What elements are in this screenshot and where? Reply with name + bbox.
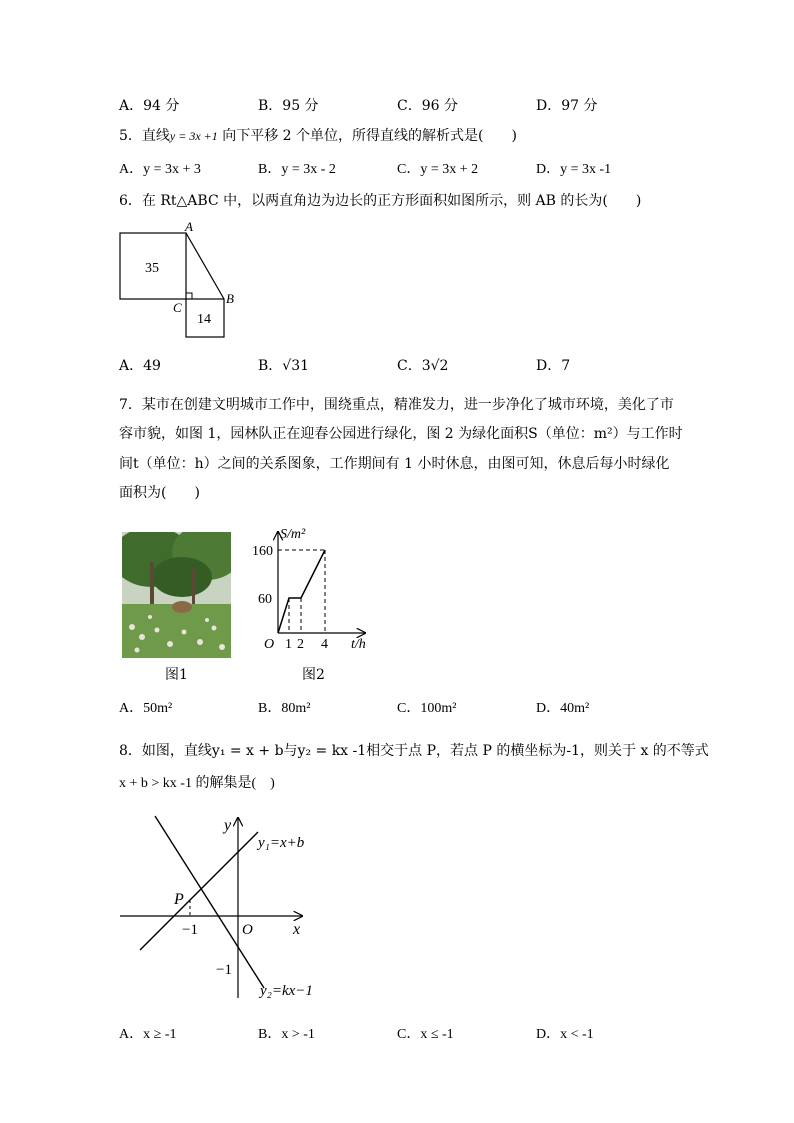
label-c: C xyxy=(173,300,182,315)
q5-option-c[interactable]: C．y = 3x + 2 xyxy=(397,162,479,177)
label-a: A xyxy=(185,220,193,234)
q8-option-b[interactable]: B．x > -1 xyxy=(258,1027,315,1042)
q6-figure xyxy=(115,220,245,342)
q4-option-b[interactable]: B．95 分 xyxy=(258,98,319,114)
origin-label: O xyxy=(242,922,253,938)
y2-line-label: y₂=kx−1 xyxy=(260,983,313,999)
label-b: B xyxy=(226,291,234,306)
q8-figure-graph xyxy=(118,812,338,1002)
y-tick-60: 60 xyxy=(258,592,272,607)
q7-stem-line1: 7．某市在创建文明城市工作中，围绕重点，精准发力，进一步净化了城市环境，美化了市 xyxy=(119,397,674,413)
y1-line-label: y₁=x+b xyxy=(258,835,305,851)
q4-option-a[interactable]: A．94 分 xyxy=(119,98,180,114)
x-tick-1: 1 xyxy=(285,637,292,652)
q8-stem-line1: 8．如图，直线y₁ = x + b与y₂ = kx -1相交于点 P，若点 P 的横坐标为-1，则关于 x 的不等式 xyxy=(119,743,709,759)
q7-figure2-graph xyxy=(250,522,380,654)
q4-option-d[interactable]: D．97 分 xyxy=(536,98,598,114)
q5-option-a[interactable]: A．y = 3x + 3 xyxy=(119,162,201,177)
q7-option-a[interactable]: A．50m² xyxy=(119,701,173,716)
q6-option-c[interactable]: C．3√2 xyxy=(397,358,449,374)
origin-o: O xyxy=(264,637,275,652)
y-tick-160: 160 xyxy=(252,544,273,559)
q6-option-d[interactable]: D．7 xyxy=(536,358,571,374)
x-tick-2: 2 xyxy=(297,637,304,652)
q5-stem xyxy=(119,125,517,145)
y-tick-minus1: −1 xyxy=(216,962,232,978)
graph-y-label: S/m² xyxy=(280,527,306,542)
q7-stem-line4: 面积为( ) xyxy=(119,485,200,501)
q6-option-a[interactable]: A．49 xyxy=(119,358,161,374)
q5-option-d[interactable]: D．y = 3x -1 xyxy=(536,162,612,177)
q5-stem-equation: y = 3x +1 xyxy=(169,129,218,143)
q7-figure1-photo xyxy=(122,532,231,658)
q6-option-b[interactable]: B．√31 xyxy=(258,358,310,374)
q7-stem-line2: 容市貌，如图 1，园林队正在迎春公园进行绿化，图 2 为绿化面积S（单位：m²）与工作时 xyxy=(119,426,683,442)
q5-option-b[interactable]: B．y = 3x - 2 xyxy=(258,162,336,177)
q7-option-c[interactable]: C．100m² xyxy=(397,701,457,716)
q5-stem-prefix: 5．直线 xyxy=(119,128,170,144)
q7-option-d[interactable]: D．40m² xyxy=(536,701,590,716)
q4-option-c[interactable]: C．96 分 xyxy=(397,98,458,114)
area-big: 35 xyxy=(145,261,159,276)
q7-stem-line3: 间t（单位：h）之间的关系图象，工作期间有 1 小时休息，由图可知，休息后每小时绿化 xyxy=(119,456,670,472)
q8-option-d[interactable]: D．x < -1 xyxy=(536,1027,594,1042)
area-small: 14 xyxy=(197,312,211,327)
point-p-label: P xyxy=(174,891,184,908)
x-tick-4: 4 xyxy=(321,637,328,652)
x-axis-label: x xyxy=(293,921,301,938)
q7-figure1-caption: 图1 xyxy=(165,667,188,683)
graph-x-label: t/h xyxy=(351,637,366,652)
q5-stem-suffix: 向下平移 2 个单位，所得直线的解析式是( ) xyxy=(217,128,517,144)
q8-option-c[interactable]: C．x ≤ -1 xyxy=(397,1027,454,1042)
x-tick-minus1: −1 xyxy=(182,922,198,938)
q7-figure2-caption: 图2 xyxy=(302,667,325,683)
y-axis-label: y xyxy=(224,817,232,834)
q8-option-a[interactable]: A．x ≥ -1 xyxy=(119,1027,177,1042)
q7-option-b[interactable]: B．80m² xyxy=(258,701,311,716)
line-y1 xyxy=(140,832,258,950)
hypotenuse-ab xyxy=(186,233,224,299)
q6-stem: 6．在 Rt△ABC 中，以两直角边为边长的正方形面积如图所示，则 AB 的长为( ) xyxy=(119,193,642,209)
q8-stem-line2: x + b > kx -1 的解集是( ) xyxy=(119,776,275,791)
right-angle-mark xyxy=(186,293,192,299)
